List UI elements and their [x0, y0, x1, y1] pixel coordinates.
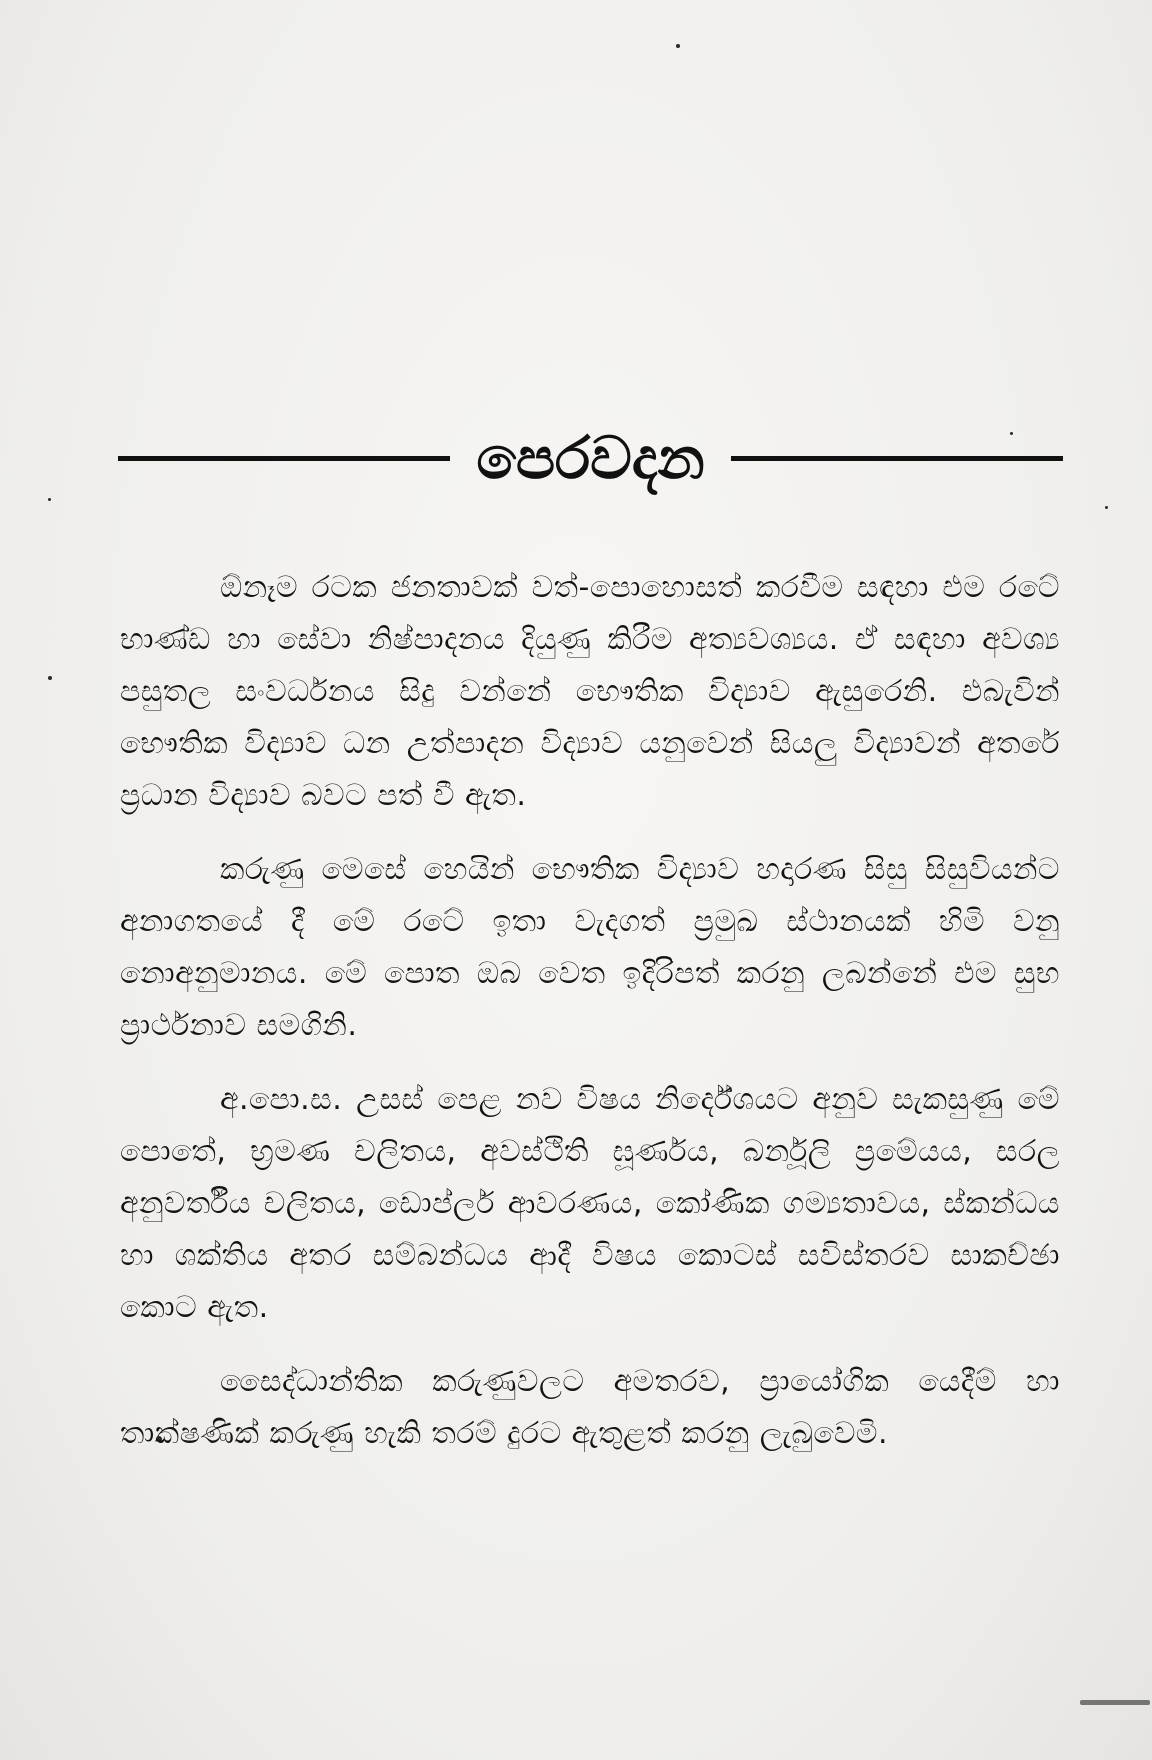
scan-speck	[48, 676, 52, 680]
page-title: පෙරවදන	[476, 424, 705, 492]
heading-rule-right	[731, 456, 1063, 461]
paragraph-4: සෛද්ධාන්තික කරුණුවලට අමතරව, ප්‍රායෝගික යෙදීම් හා තාක්ෂණික් කරුණු හැකි තරම් දුරට ඇතුළත් කරනු ලැබුවෙමි.	[120, 1364, 1060, 1451]
scan-speck	[676, 44, 680, 48]
body-text	[120, 562, 1060, 1482]
scan-speck	[1105, 506, 1108, 509]
scan-speck	[1080, 1700, 1150, 1705]
heading-rule-left	[118, 456, 450, 461]
heading-row	[118, 418, 1063, 498]
paragraph-1: ඕනෑම රටක ජනතාවක් වත්-පොහොසත් කරවීම සඳහා එම රටේ භාණ්ඩ හා සේවා නිෂ්පාදනය දියුණු කිරීම අත්‍යවශ්‍යය. ඒ සඳහා අවශ්‍ය පසුතල සංවර්ධනය සිදු වන්නේ භෞතික විද්‍යාව ඇසුරෙනි. එබැවින් භෞතික විද්‍යාව ධන උත්පාදන විද්‍යාව යනුවෙන් සියලු විද්‍යාවන් අතරේ ප්‍රධාන විද්‍යාව බවට පත් වී ඇත.	[120, 570, 1060, 813]
paragraph-3: අ.පො.ස. උසස් පෙළ නව විෂය නිර්දේශයට අනුව සැකසුණු මේ පොතේ, භ්‍රමණ චලිතය, අවස්ථිති ඝූර්ණය, බර්නූලි ප්‍රමේයය, සරල අනුවර්තීය චලිතය, ඩොප්ලර් ආවරණය, කෝණික ගම්‍යතාවය, ස්කන්ධය හා ශක්තිය අතර සම්බන්ධය ආදී විෂය කොටස් සවිස්තරව සාකච්ඡා කොට ඇත.	[120, 1082, 1060, 1325]
paragraph-2: කරුණු මෙසේ හෙයින් භෞතික විද්‍යාව හදාරණ සිසු සිසුවියන්ට අනාගතයේ දී මේ රටේ ඉතා වැදගත් ප්‍රමුඛ ස්ථානයක් හිමි වනු නොඅනුමානය. මේ පොත ඔබ වෙත ඉදිරිපත් කරනු ලබන්නේ එම සුභ ප්‍රාර්ථනාව සමගිනි.	[120, 852, 1060, 1043]
scan-speck	[48, 498, 51, 501]
